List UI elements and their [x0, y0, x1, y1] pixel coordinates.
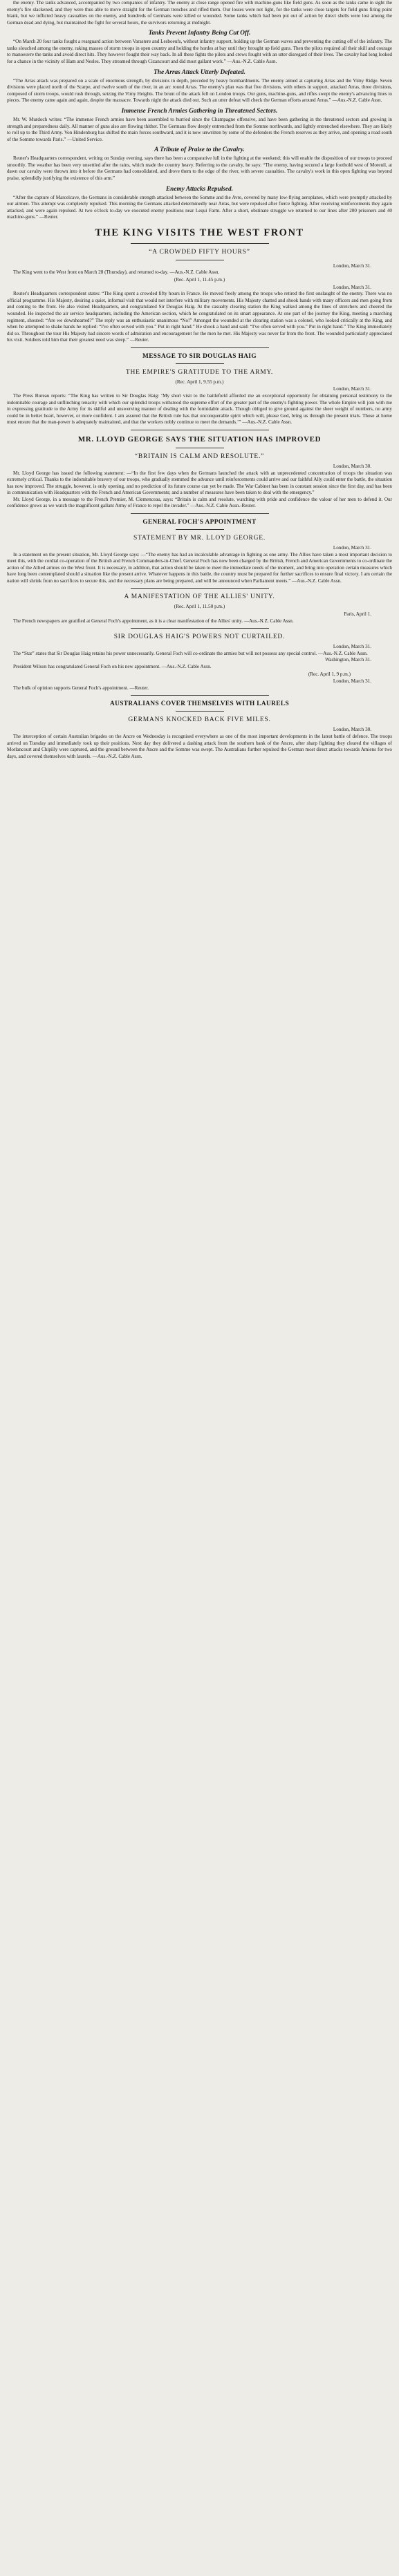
- section-subheading: Enemy Attacks Repulsed.: [165, 185, 233, 193]
- headline: THE KING VISITS THE WEST FRONT: [95, 227, 304, 238]
- dateline: Washington, March 31.: [325, 657, 371, 663]
- divider: [131, 588, 269, 589]
- subheadline: A MANIFESTATION OF THE ALLIES' UNITY.: [124, 593, 275, 601]
- received-note: (Rec. April 1, 9.55 p.m.): [175, 379, 224, 385]
- divider: [131, 243, 269, 244]
- dateline: London, March 31.: [333, 545, 371, 551]
- divider: [176, 529, 224, 530]
- divider: [131, 347, 269, 348]
- divider: [131, 695, 269, 696]
- paragraph: The King went to the West front on March 28 (Thursday), and returned to-day. —Aus.-N.Z. Cable Assn.: [13, 269, 220, 276]
- section-subheading: Tanks Prevent Infantry Being Cut Off.: [148, 30, 251, 37]
- divider: [176, 363, 224, 364]
- subheadline: “BRITAIN IS CALM AND RESOLUTE.”: [134, 452, 265, 460]
- divider: [176, 711, 224, 712]
- paragraph: Reuter's Headquarters correspondent states: “The King spent a crowded fifty hours in France. He moved freely among the troops who retired the first onslaught of the enemy. There was no official programme. His Majesty, desiring a quiet, informal visit that would not interfere with military movements. His Majesty chatted and shook hands with many officers and men going from and coming to the front. He also visited Headquarters, and congratulated Sir Douglas Haig. At the casualty clearing station the King walked among the lines of stretchers and cheered the wounded. He inspected the air service headquarters, including the American section, which he congratulated on its smart appearance. At one part of the journey the King, meeting a marching regiment, shouted: “Are we downhearted?” The reply was an enthusiastic unanimous “No!” Amongst the wounded at the clearing station was a colonel, who looked critically at the King, and when he attempted to shake hands he replied: “I've often served with you.” Put in right hand.” He shook a hand and said: “I've often served with you.” Put in right hand.” The King immediately did so. Throughout the tour His Majesty had sincere words of admiration and encouragement for the men he met. His Majesty was never far from the front. The wounded particularly appreciated his visit. Soldiers told him that their greatest need was sleep.” —Reuter.: [7, 291, 392, 343]
- paragraph: Mr. Lloyd George, in a message to the French Premier, M. Clemenceau, says: “Britain is calm and resolute, watching with pride and confidence the valour of her men to defend it. Our confidence grows as we watch the magnificent gallant Army of France to repel the invader.” —Aus.-N.Z. Cable Assn.-Reuter.: [7, 496, 392, 509]
- paragraph: Mr. Lloyd George has issued the following statement: —“In the first few days when the Germans launched the attack with an unprecedented concentration of troops the situation was extremely critical. Thanks to the indomitable bravery of our troops, who gradually stemmed the advance until reinforcements could arrive and our faithful Ally could enter the battle, the situation has now improved. The struggle, however, is only opening, and no prediction of its future course can yet be made. The War Cabinet has been in constant session since the first day, and has been in communication with Headquarters with the French and American Governments; and a number of measures have been taken to deal with the emergency.”: [7, 470, 392, 496]
- section-heading: GENERAL FOCH'S APPOINTMENT: [142, 519, 257, 526]
- divider: [131, 628, 269, 629]
- received-note: (Rec. April 1, 11.45 p.m.): [174, 277, 225, 283]
- dateline: London, March 31.: [333, 644, 371, 650]
- received-note: (Rec. April 1, 11.50 p.m.): [174, 604, 225, 610]
- section-heading: MESSAGE TO SIR DOUGLAS HAIG: [142, 352, 257, 360]
- dateline: London, March 31.: [333, 284, 371, 290]
- divider: [131, 513, 269, 514]
- dateline: London, March 30.: [333, 463, 371, 469]
- paragraph: The Press Bureau reports: “The King has written to Sir Douglas Haig: ‘My short visit to the battlefield afforded me an exceptional opportunity for obtaining personal testimony to the indomitable courage and unflinching tenacity with which our splendid troops withstood the supreme effort of the greater part of the enemy's fighting power. The whole Empire will join with me in expressing gratitude to the Army for its skilful and unswerving manner of dealing with the formidable attack. Though obliged to give ground against the sheer weight of numbers, no army could be in better heart, however, or more confident. I am assured that the British rule has that unconquerable spirit which will, please God, bring us through the present trials. Those at home must ensure that the man-power is adequately maintained, and that the workers nobly continue to meet the demands.’” —Aus.-N.Z. Cable Assn.: [7, 393, 392, 426]
- paragraph: The “Star” states that Sir Douglas Haig retains his power unnecessarily. General Foch will co-ordinate the armies but will not possess any special control. —Aus.-N.Z. Cable Assn.: [13, 650, 368, 656]
- paragraph: Reuter's Headquarters correspondent, writing on Sunday evening, says there has been a comparative lull in the fighting at the weekend; this will enable the disposition of our troops to proceed smoothly. The weather has been very unsettled after the rains, which made the country heavy. Referring to the cavalry, he says: “The enemy, having secured a large foothold west of Moreuil, at dawn our cavalry were thrown into it before the Germans had consolidated, and drove them to the edge of the river, with severe casualties. The cavalry's work in this open fighting was beyond praise, splendidly justifying the existence of this arm.”: [7, 155, 392, 181]
- paragraph: The bulk of opinion supports General Foch's appointment. —Reuter.: [13, 685, 149, 691]
- section-subheading: Immense French Armies Gathering in Threatened Sectors.: [121, 107, 278, 115]
- section-subheading: The Arras Attack Utterly Defeated.: [154, 68, 245, 76]
- subheadline: GERMANS KNOCKED BACK FIVE MILES.: [128, 716, 271, 724]
- dateline: London, March 31.: [333, 386, 371, 392]
- section-heading: AUSTRALIANS COVER THEMSELVES WITH LAURELS: [109, 700, 290, 708]
- subheadline: “A CROWDED FIFTY HOURS”: [149, 248, 250, 256]
- paragraph: The interception of certain Australian brigades on the Ancre on Wednesday is recognised everywhere as one of the most important developments in the latest battle of defence. The troops arrived on Tuesday and immediately took up their positions. Next day they delivered a dashing attack from the southern bank of the Ancre, after sharp fighting they cleared the villages of Morlancourt and Chipilly were captured, and the ground between the Ancre and the Somme was swept. The Australians further repulsed the German most direct attacks towards Amiens for two days, and covered themselves with laurels. —Aus.-N.Z. Cable Assn.: [7, 733, 392, 759]
- newspaper-column: [7, 0, 392, 763]
- paragraph: “After the capture of Marcelcave, the Germans in considerable strength attacked between the Somme and the Avre, covered by many low-flying aeroplanes, which were promptly attacked by our airmen. This attempt was completely repulsed. This morning the Germans attacked determinedly near Arras, but were repulsed after fierce fighting. After receiving reinforcements they again attacked, and were again repulsed. At two o'clock to-day we executed enemy positions near Lequi Farm. After a short, obstinate struggle we returned to our lines after 200 prisoners and 40 machine-guns.” —Reuter.: [7, 194, 392, 220]
- paragraph: the enemy. The tanks advanced, accompanied by two companies of infantry. The enemy at close range opened fire with machine-guns like field guns. As soon as the tanks came in sight the enemy's fire slackened, and they were thus able to move straight for the German trenches and rifled them. Our losses were not light, for the tanks were close targets for field guns firing point blank, but we inflicted heavy casualties on the enemy, and hundreds of Germans were killed or wounded. Some tanks which had been put out of action by direct shells were lost among the German dead and dying, but maintained the fight for several hours, the survivors returning at midnight.: [7, 0, 392, 26]
- paragraph: President Wilson has congratulated General Foch on his new appointment. —Aus.-N.Z. Cable Assn.: [13, 664, 212, 670]
- headline: MR. LLOYD GEORGE SAYS THE SITUATION HAS IMPROVED: [77, 435, 322, 443]
- dateline: London, March 31.: [333, 263, 371, 269]
- dateline: London, March 30.: [333, 727, 371, 733]
- paragraph: The French newspapers are gratified at General Foch's appointment, as it is a clear manifestation of the Allies' unity. —Aus.-N.Z. Cable Assn.: [13, 618, 294, 624]
- dateline: Paris, April 1.: [344, 611, 371, 618]
- subheadline: THE EMPIRE'S GRATITUDE TO THE ARMY.: [125, 368, 274, 376]
- received-note: (Rec. April 1, 9 p.m.): [308, 671, 351, 677]
- paragraph: “On March 20 four tanks fought a rearguard action between Varastere and Lesboeufs, without infantry support, holding up the German waves and preventing the cutting off of the infantry. The tanks slouched among the enemy, raking masses of storm troops in open country and holding the hordes at bay until they brought up field guns. Then the pilots required all their skill and courage to manoeuvre the tanks and avoid direct hits. They however fought their way back. In all these fights the pilots and crews fought with an utter disregard of their lives. The cavalry had long looked for a chance in the vicinity of Ham and Nesles. They streamed through Cizancourt and did most gallant work.” —Aus.-N.Z. Cable Assn.: [7, 39, 392, 65]
- section-subheading: A Tribute of Praise to the Cavalry.: [154, 146, 245, 154]
- subheadline: STATEMENT BY MR. LLOYD GEORGE.: [133, 535, 266, 542]
- dateline: London, March 31.: [333, 678, 371, 685]
- paragraph: “The Arras attack was prepared on a scale of enormous strength, by divisions in depth, preceded by heavy bombardments. The enemy aimed at capturing Arras and the Vimy Ridge. Seven divisions were placed north of the Scarpe, and twelve south of the river, in an arc round Arras. The enemy's plan was that five divisions, with others in support, attacked Arras, three divisions, composed of storm troops, would rush through, seizing the Vimy Heights. The brunt of the attack fell on London troops. Our guns, machine-guns, and rifles swept the enemy's advancing lines to pieces. The enemy came again and again, despite the massacre. Towards night the attack died out. Such an utter defeat will check the German efforts around Arras.” —Aus.-N.Z. Cable Assn.: [7, 77, 392, 104]
- paragraph: Mr. W. Murdoch writes: “The immense French armies have been assembled to hurried since the Champagne offensive, and have been gathering in the threatened sectors and growing in strength and preparedness daily. All manner of guns also are flowing thither. The Germans flow deeply entrenched from the Somme northwards, and lightly entrenched elsewhere. They are likely to roll up to the Third Army. Von Hindenburg has shifted the main forces southward, and it is now unwritten by some of the defenders the French reserves as they arrive, and opening a road south of the Somme towards Paris.” —United Service.: [7, 116, 392, 142]
- subheadline: SIR DOUGLAS HAIG'S POWERS NOT CURTAILED.: [113, 633, 286, 641]
- paragraph: In a statement on the present situation, Mr. Lloyd George says: —“The enemy has had an incalculable advantage in fighting as one army. The Allies have taken a most important decision to meet this, with the cordial co-operation of the British and French Commanders-in-Chief. General Foch has now been charged by the British, French and American Governments to co-ordinate the action of the Allied armies on the West front. It is necessary, in addition, that action should be taken to meet the immediate needs of the moment, and bring into operation certain measures which have long been contemplated should a situation like the present arrive. Whatever happens in this battle, the country must be prepared for further sacrifices to ensure final victory. I am certain the nation will shrink from no sacrifices to secure this, and the necessary plans are being prepared, and will be announced when Parliament meets.” —Aus.-N.Z. Cable Assn.: [7, 551, 392, 584]
